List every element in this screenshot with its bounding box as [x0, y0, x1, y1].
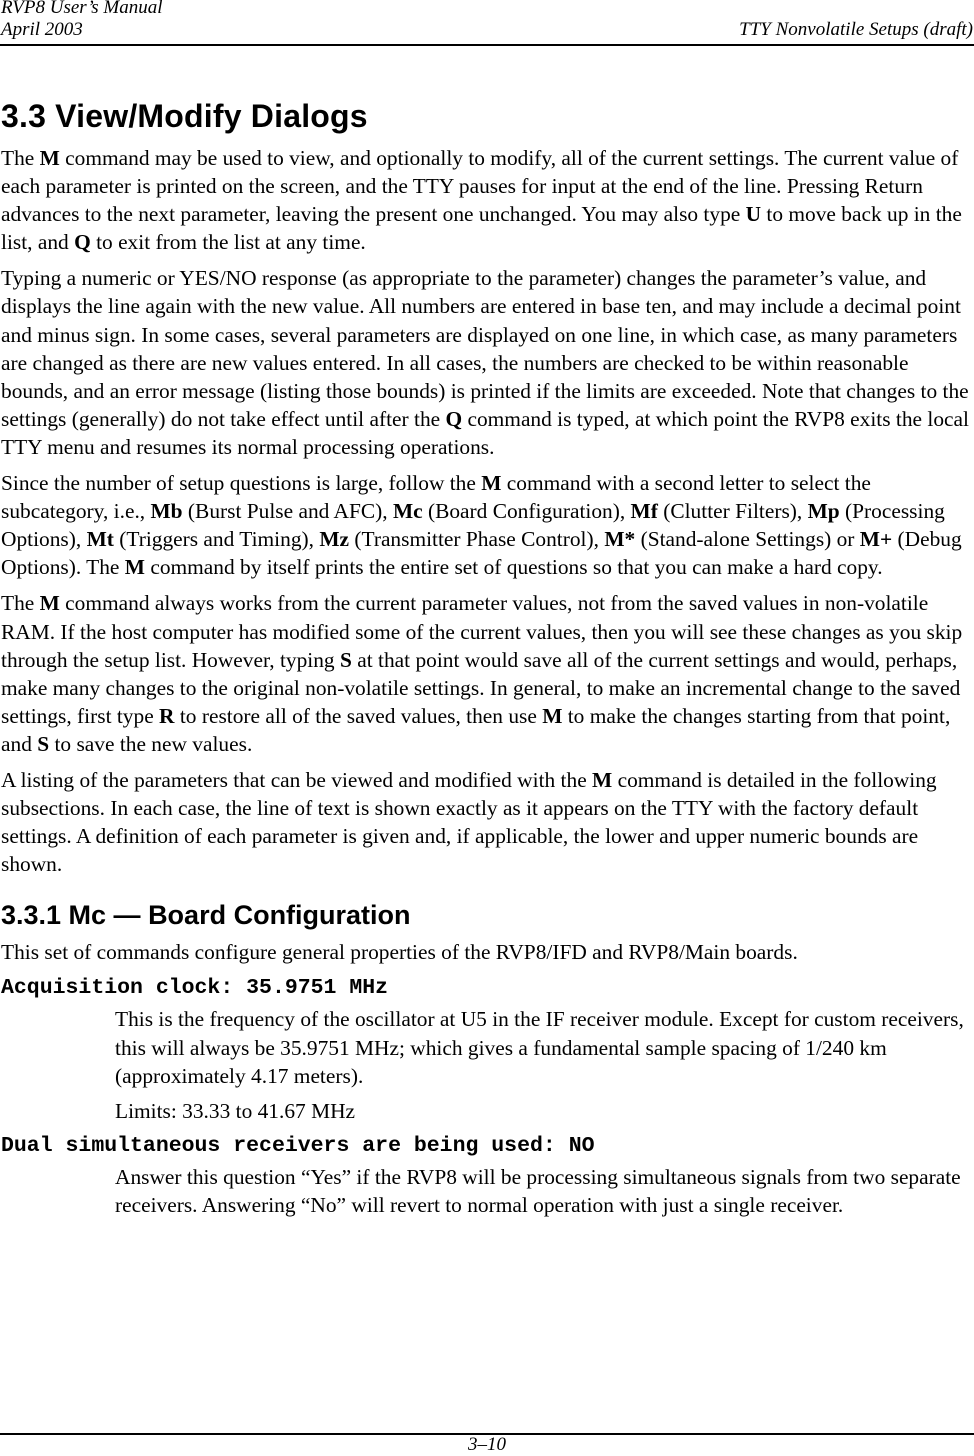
command-m: M — [124, 555, 145, 580]
param-dual-receivers-desc — [115, 1163, 973, 1219]
paragraph-3: Since the number of setup questions is large, follow the M command with a second letter to select the subcategory, i.e., Mb (Burst Pulse and AFC), Mc (Board Configuration), Mf (Clutter Filters), Mp (Processing Options), Mt (Triggers and Timing), Mz (Transmitter Phase Control), M* (Stand-alone Settings) or M+ (Debug Options). The M command by itself prints the entire set of questions so that you can make a hard copy. — [1, 471, 962, 580]
command-s: S — [339, 647, 352, 672]
command-q: Q — [74, 230, 91, 255]
command-m: M — [39, 146, 60, 170]
command-m: M — [542, 703, 563, 728]
command-m: M — [39, 591, 60, 616]
param-description: This is the frequency of the oscillator at U5 in the IF receiver module. Except for custom receivers, this will always be 35.9751 MHz; which gives a fundamental sample spacing of 1/240 km (approximately 4.17 meters). — [115, 1007, 964, 1088]
command-s: S — [37, 731, 50, 756]
param-acquisition-clock-desc — [115, 1005, 973, 1124]
command-m-star: M* — [604, 527, 636, 552]
chapter-title: TTY Nonvolatile Setups (draft) — [739, 19, 973, 40]
param-limits: Limits: 33.33 to 41.67 MHz — [115, 1098, 356, 1123]
manual-title: RVP8 User’s Manual — [1, 0, 163, 18]
param-description: Answer this question “Yes” if the RVP8 will be processing simultaneous signals from two separate receivers. Answering “No” will revert to normal operation with just a single receiver. — [115, 1164, 961, 1217]
command-mz: Mz — [319, 527, 350, 552]
page-footer — [0, 1433, 974, 1456]
page-number: 3–10 — [468, 1434, 506, 1455]
command-m: M — [592, 767, 613, 792]
paragraph-1: The M command may be used to view, and optionally to modify, all of the current settings. The current value of each parameter is printed on the screen, and the TTY pauses for input at the end of the line. Pressing Return advances to the next parameter, leaving the present one unchanged. You may also type U to move back up in the list, and Q to exit from the list at any time. — [1, 146, 962, 255]
param-acquisition-clock: Acquisition clock: 35.9751 MHz — [1, 976, 389, 1001]
paragraph-5: A listing of the parameters that can be viewed and modified with the M command is detailed in the following subsections. In each case, the line of text is shown exactly as it appears on the TTY with the factory default settings. A definition of each parameter is given and, if applicable, the lower and upper numeric bounds are shown. — [1, 767, 937, 877]
command-mb: Mb — [150, 499, 183, 524]
subsection-heading: 3.3.1 Mc — Board Configuration — [1, 900, 411, 931]
command-mp: Mp — [807, 499, 840, 524]
subsection-intro: This set of commands configure general properties of the RVP8/IFD and RVP8/Main boards. — [1, 940, 798, 965]
paragraph-4: The M command always works from the current parameter values, not from the saved values in non-volatile RAM. If the host computer has modified some of the current values, then you will see these changes as you skip through the setup list. However, typing S at that point would save all of the current settings and would, perhaps, make many changes to the original non-volatile settings. In general, to make an incremental change to the saved settings, first type R to restore all of the saved values, then use M to make the changes starting from that point, and S to save the new values. — [1, 591, 963, 756]
manual-date: April 2003 — [1, 19, 83, 40]
section-heading: 3.3 View/Modify Dialogs — [1, 98, 368, 134]
command-m: M — [481, 471, 502, 496]
command-mc: Mc — [392, 499, 423, 524]
paragraph-2: Typing a numeric or YES/NO response (as appropriate to the parameter) changes the parameter’s value, and displays the line again with the new value. All numbers are entered in base ten, and may include a decimal point and minus sign. In some cases, several parameters are displayed on one line, in which case, as many parameters are changed as there are new values entered. In all cases, the numbers are checked to be within reasonable bounds, and an error message (listing those bounds) is printed if the limits are exceeded. Note that changes to the settings (generally) do not take effect until after the Q command is typed, at which point the RVP8 exits the local TTY menu and resumes its normal processing operations. — [1, 266, 969, 459]
command-r: R — [159, 703, 175, 728]
param-dual-receivers: Dual simultaneous receivers are being used: NO — [1, 1133, 595, 1158]
header-left — [1, 0, 163, 41]
command-u: U — [745, 202, 762, 227]
command-m-plus: M+ — [859, 527, 893, 552]
page-header — [0, 0, 974, 46]
command-q: Q — [445, 406, 463, 431]
page-content — [1, 96, 973, 1226]
command-mt: Mt — [86, 527, 114, 552]
command-mf: Mf — [630, 499, 658, 524]
